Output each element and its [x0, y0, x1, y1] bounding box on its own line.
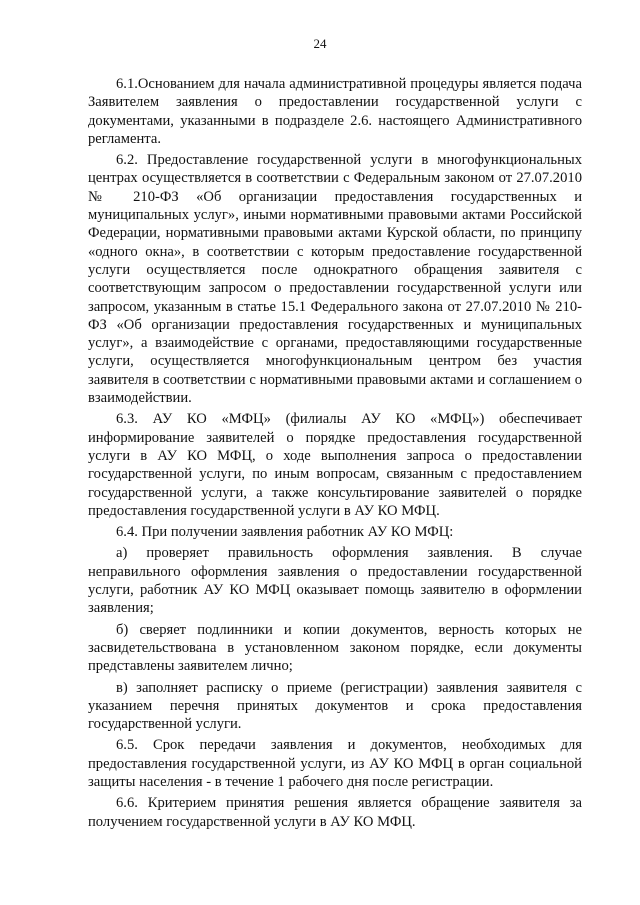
paragraph-6-4-v: в) заполняет расписку о приеме (регистрации) заявления заявителя с указанием перечня принятых документов и срока предоставления государственной услуги.: [88, 679, 582, 733]
paragraph-6-4-b: б) сверяет подлинники и копии документов, верность которых не засвидетельствована в установленном законом порядке, если документы представлены заявителем лично;: [88, 621, 582, 675]
paragraph-6-5: 6.5. Срок передачи заявления и документов, необходимых для предоставления государственной услуги, из АУ КО МФЦ в орган социальной защиты населения - в течение 1 рабочего дня после регистрации.: [88, 737, 582, 790]
paragraph-6-1: 6.1.Основанием для начала административной процедуры является подача Заявителем заявления о предоставлении государственной услуги с документами, указанными в подразделе 2.6. настоящего Административного регламента.: [88, 76, 582, 147]
document-body: [88, 75, 582, 831]
paragraph-6-3: 6.3. АУ КО «МФЦ» (филиалы АУ КО «МФЦ») обеспечивает информирование заявителей о порядке предоставления государственной услуги в АУ КО МФЦ, о ходе выполнения запроса о предоставлении государственной услуги, по иным вопросам, связанным с предоставлением государственной услуги, а также консультирование заявителей о порядке предоставления государственной услуги в АУ КО МФЦ.: [88, 411, 582, 519]
paragraph-6-6: 6.6. Критерием принятия решения является обращение заявителя за получением государственной услуги в АУ КО МФЦ.: [88, 795, 582, 830]
page-number: 24: [313, 36, 327, 51]
paragraph-6-4: 6.4. При получении заявления работник АУ КО МФЦ:: [116, 524, 454, 541]
paragraph-6-2: 6.2. Предоставление государственной услуги в многофункциональных центрах осуществляется в соответствии с Федеральным законом от 27.07.2010 № 210-ФЗ «Об организации предоставления государственных и муниципальных услуг», иными нормативными правовыми актами Российской Федерации, нормативными правовыми актами Курской области, по принципу «одного окна», в соответствии с которым предоставление государственной услуги осуществляется после однократного обращения заявителя с соответствующим запросом о предоставлении государственной услуги или запросом, указанным в статье 15.1 Федерального закона от 27.07.2010 № 210-ФЗ «Об организации предоставления государственных и муниципальных услуг», а взаимодействие с органами, предоставляющими государственные услуги, осуществляется многофункциональным центром без участия заявителя в соответствии с нормативными правовыми актами и соглашением о взаимодействии.: [88, 152, 582, 407]
paragraph-6-4-a: а) проверяет правильность оформления заявления. В случае неправильного оформления заявления о предоставлении государственной услуги, работник АУ КО МФЦ оказывает помощь заявителю в оформлении заявления;: [88, 545, 582, 617]
